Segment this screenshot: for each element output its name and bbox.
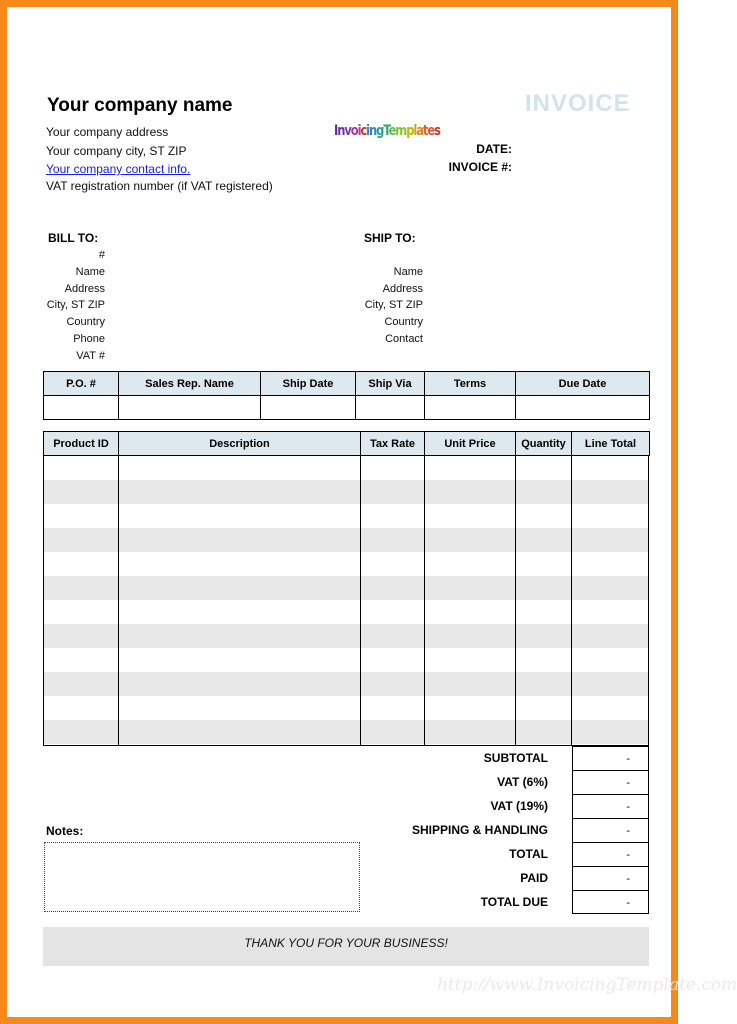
ship-to-field-label: Country <box>384 316 423 328</box>
logo-letter: o <box>350 123 358 139</box>
order-column-header: Sales Rep. Name <box>119 372 261 396</box>
table-row[interactable] <box>44 552 648 576</box>
total-value[interactable]: - <box>572 794 649 818</box>
bill-to-field-label: # <box>98 249 105 261</box>
items-header-table <box>43 431 650 456</box>
table-row[interactable] <box>44 480 648 504</box>
logo-letter: c <box>360 123 367 139</box>
logo-letter: n <box>337 123 345 139</box>
table-row[interactable] <box>44 600 648 624</box>
notes-box[interactable] <box>44 842 360 912</box>
item-column-header: Quantity <box>516 432 572 456</box>
item-column-header: Tax Rate <box>361 432 425 456</box>
logo-letter: I <box>334 123 338 139</box>
logo-letter: i <box>366 123 370 139</box>
company-contact-link[interactable]: Your company contact info. <box>46 162 191 176</box>
date-label: DATE: <box>476 142 512 156</box>
bill-to-field-label: City, ST ZIP <box>46 299 105 311</box>
order-column-header: Terms <box>425 372 516 396</box>
total-label: PAID <box>520 871 548 885</box>
total-value[interactable]: - <box>572 818 649 842</box>
order-cell[interactable] <box>119 396 261 420</box>
total-value[interactable]: - <box>572 746 649 770</box>
order-cell[interactable] <box>261 396 356 420</box>
table-row[interactable] <box>44 456 648 480</box>
ship-to-field-label: Address <box>382 283 423 295</box>
total-value[interactable]: - <box>572 842 649 866</box>
total-label: TOTAL <box>509 847 548 861</box>
order-cell[interactable] <box>356 396 425 420</box>
bill-to-field-label: VAT # <box>76 350 105 362</box>
total-label: TOTAL DUE <box>480 895 548 909</box>
column-divider <box>118 456 119 745</box>
table-row[interactable] <box>44 576 648 600</box>
item-column-header: Description <box>119 432 361 456</box>
total-label: VAT (19%) <box>490 799 548 813</box>
order-cell[interactable] <box>425 396 516 420</box>
table-row[interactable] <box>44 648 648 672</box>
logo-letter: a <box>416 123 423 139</box>
table-row[interactable] <box>44 504 648 528</box>
table-row[interactable] <box>44 720 648 744</box>
logo-letter: p <box>406 123 414 139</box>
order-info-table <box>43 371 650 420</box>
bill-to-field-label: Country <box>66 316 105 328</box>
notes-label: Notes: <box>46 824 84 838</box>
column-divider <box>360 456 361 745</box>
invoice-title: INVOICE <box>525 90 631 117</box>
invoice-number-label: INVOICE #: <box>448 160 512 174</box>
order-cell[interactable] <box>44 396 119 420</box>
thank-you-banner: THANK YOU FOR YOUR BUSINESS! <box>43 927 649 966</box>
ship-to-field-label: Contact <box>385 333 423 345</box>
company-address: Your company address <box>46 125 169 139</box>
item-column-header: Unit Price <box>425 432 516 456</box>
ship-to-field-label: Name <box>393 266 423 278</box>
column-divider <box>424 456 425 745</box>
order-column-header: P.O. # <box>44 372 119 396</box>
order-column-header: Ship Via <box>356 372 425 396</box>
logo-letter: i <box>357 123 361 139</box>
bill-to-field-label: Name <box>75 266 105 278</box>
total-label: VAT (6%) <box>497 775 548 789</box>
logo-letter: n <box>369 123 377 139</box>
logo-letter: l <box>413 123 417 139</box>
table-row[interactable] <box>44 624 648 648</box>
bill-to-field-label: Address <box>64 283 105 295</box>
total-value[interactable]: - <box>572 770 649 794</box>
total-value[interactable]: - <box>572 866 649 890</box>
item-column-header: Product ID <box>44 432 119 456</box>
logo-letter: e <box>388 123 396 139</box>
company-name: Your company name <box>47 95 233 116</box>
total-label: SHIPPING & HANDLING <box>411 823 548 837</box>
table-row[interactable] <box>44 696 648 720</box>
logo-letter: s <box>434 123 440 139</box>
logo-letter: v <box>344 123 351 139</box>
order-column-header: Ship Date <box>261 372 356 396</box>
column-divider <box>515 456 516 745</box>
table-row[interactable] <box>44 528 648 552</box>
total-label: SUBTOTAL <box>483 751 548 765</box>
logo-letter: m <box>395 123 407 139</box>
order-column-header: Due Date <box>516 372 650 396</box>
company-vat: VAT registration number (if VAT registered) <box>46 179 273 193</box>
logo-letter: e <box>427 123 435 139</box>
company-city: Your company city, ST ZIP <box>46 144 187 158</box>
table-row[interactable] <box>44 672 648 696</box>
watermark-text: http://www.InvoicingTemplate.com <box>437 975 737 995</box>
bill-to-heading: BILL TO: <box>48 231 99 245</box>
order-cell[interactable] <box>516 396 650 420</box>
items-table-body <box>43 455 649 746</box>
column-divider <box>571 456 572 745</box>
logo-letter: g <box>376 123 384 139</box>
ship-to-heading: SHIP TO: <box>364 231 416 245</box>
logo-letter: t <box>422 123 428 139</box>
ship-to-field-label: City, ST ZIP <box>364 299 423 311</box>
logo-letter: T <box>383 123 389 139</box>
item-column-header: Line Total <box>572 432 650 456</box>
total-value[interactable]: - <box>572 890 649 914</box>
invoicing-templates-logo <box>334 123 440 139</box>
bill-to-field-label: Phone <box>73 333 105 345</box>
